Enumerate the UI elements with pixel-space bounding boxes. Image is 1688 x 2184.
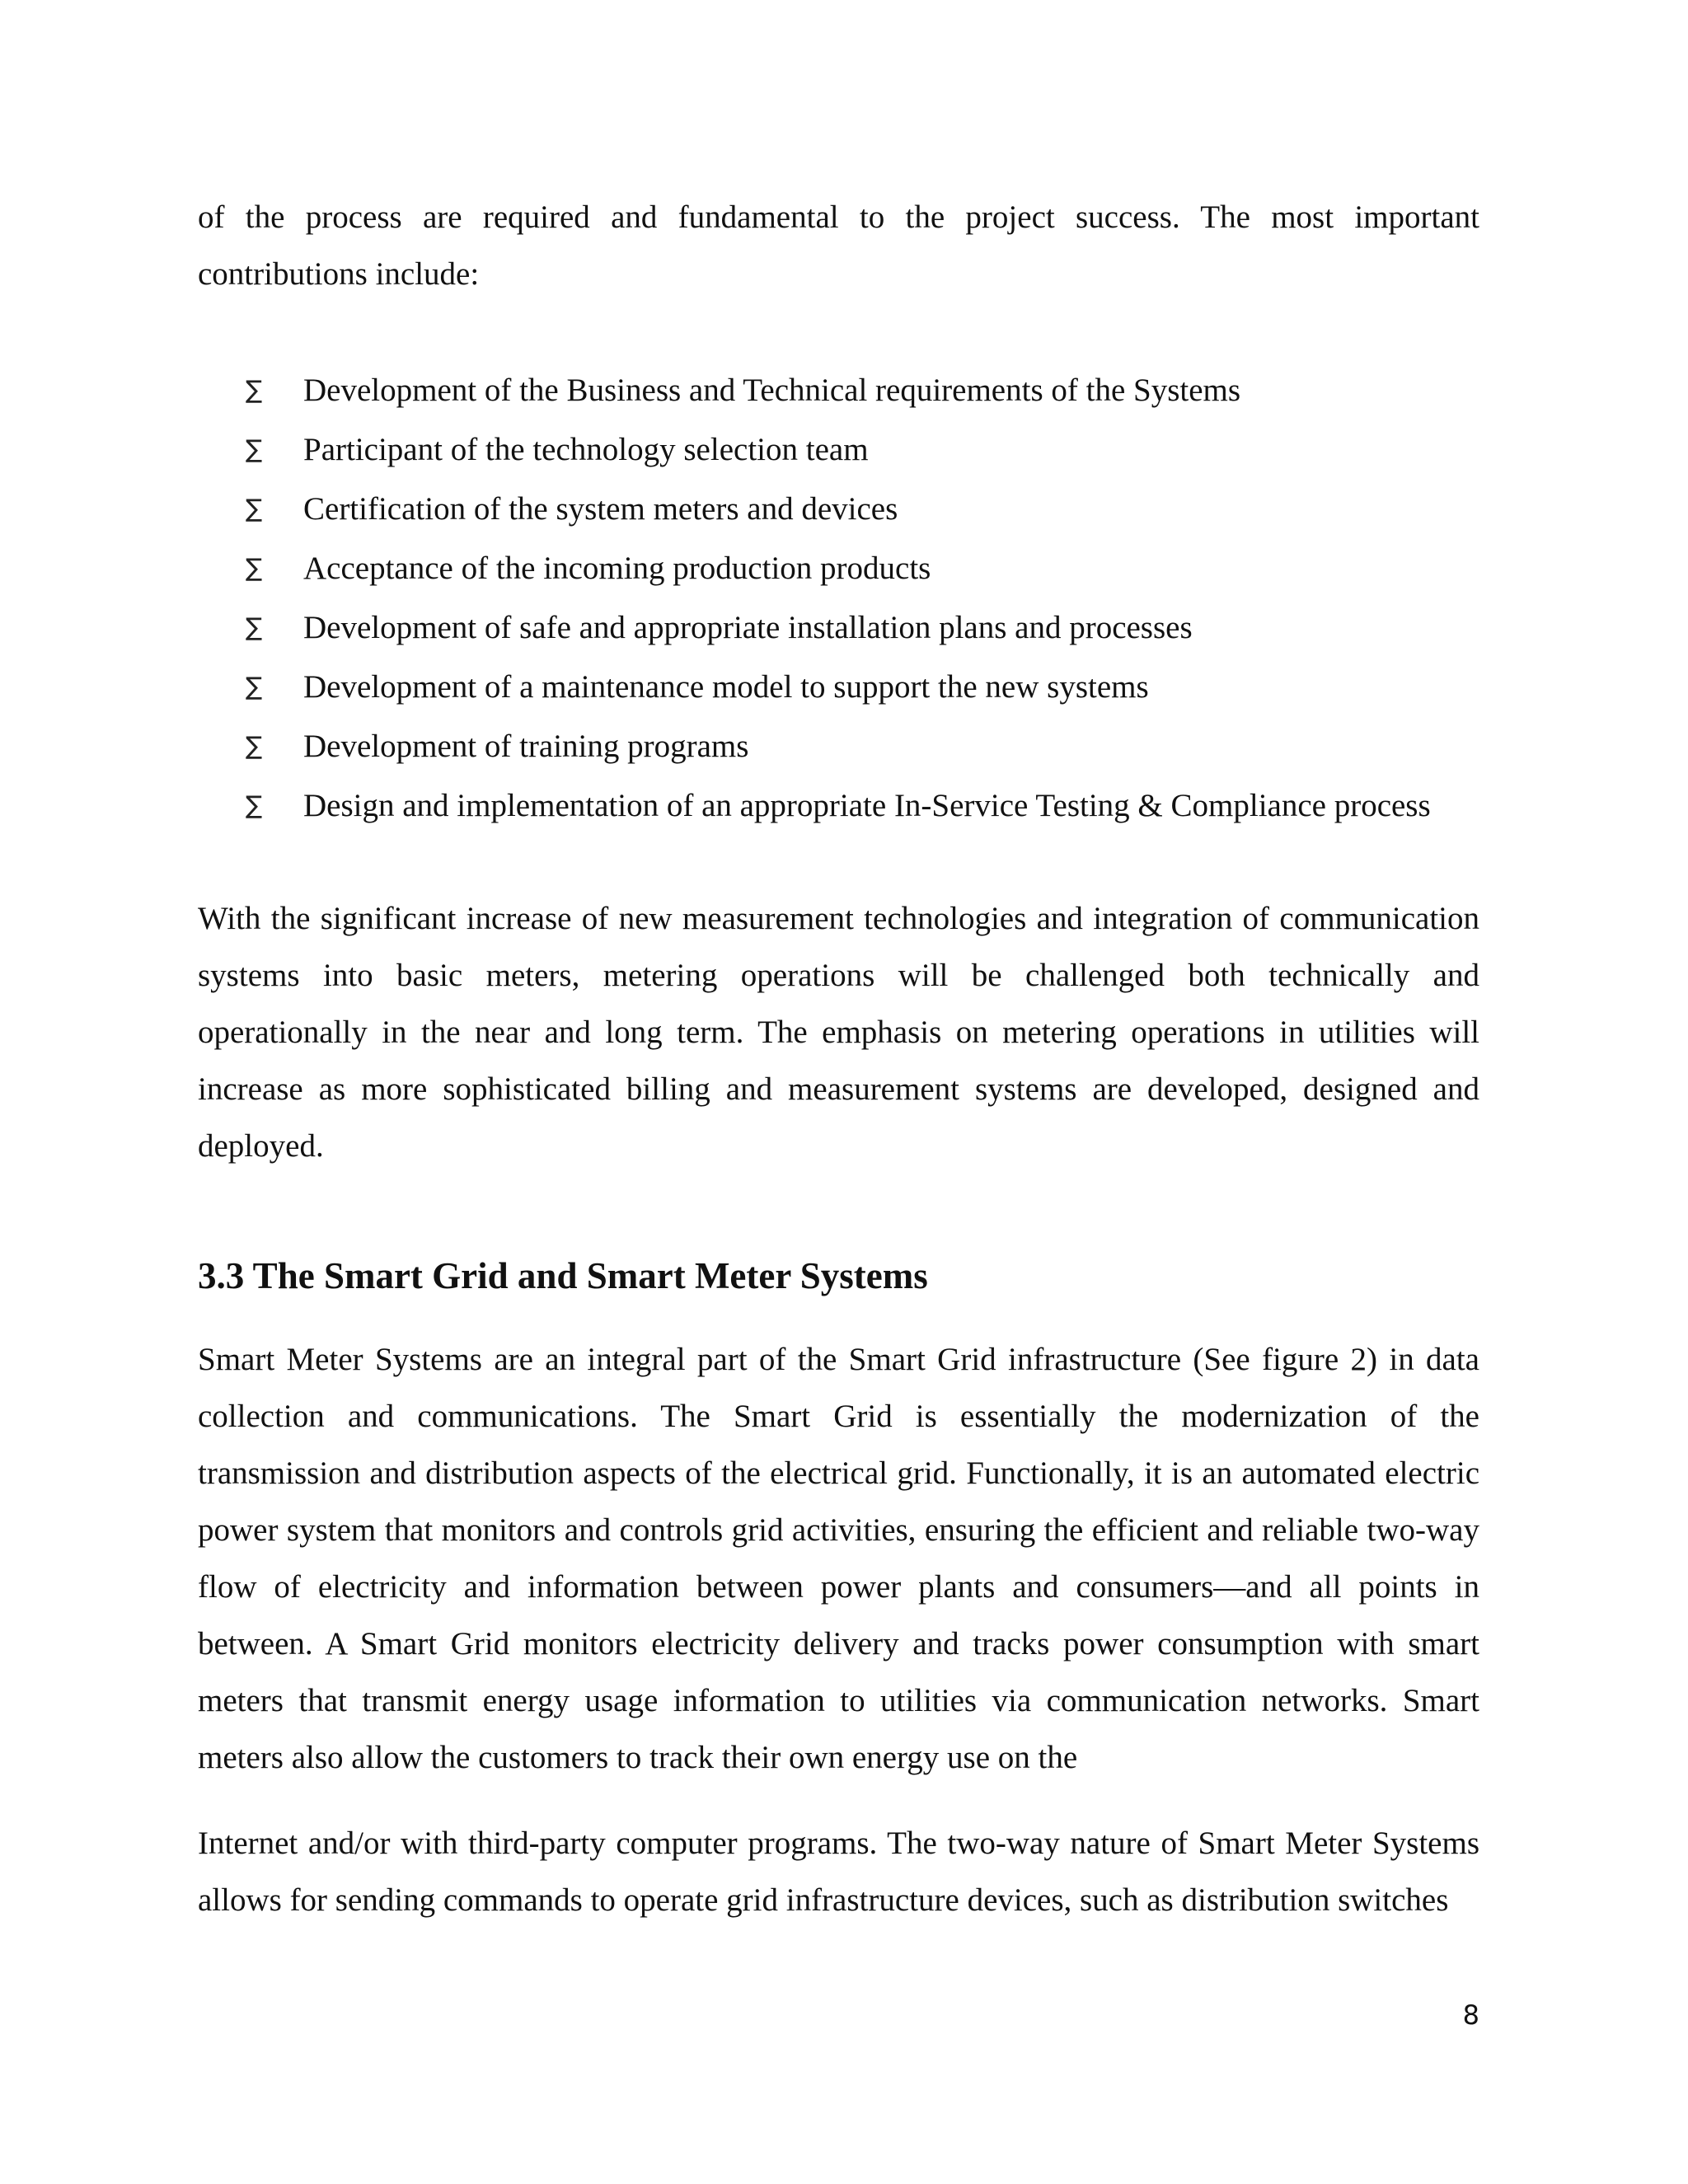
- list-item-text: Development of training programs: [303, 729, 749, 764]
- list-item: [198, 776, 1517, 836]
- list-item-text: Certification of the system meters and devices: [303, 491, 898, 527]
- bullet-sigma-icon: ∑: [246, 673, 263, 701]
- bullet-sigma-icon: ∑: [246, 613, 263, 642]
- list-item: [198, 420, 1517, 480]
- contributions-list: [198, 361, 1517, 836]
- smart-meter-paragraph: Internet and/or with third-party computer programs. The two-way nature of Smart Meter Systems allows for sending commands to operate grid infrastructure devices, such as distribution switches: [198, 1825, 1479, 1918]
- bullet-sigma-icon: ∑: [246, 376, 263, 405]
- intro-paragraph: of the process are required and fundamental to the project success. The most important contributions include:: [198, 199, 1479, 292]
- list-item: [198, 717, 1517, 776]
- bullet-sigma-icon: ∑: [246, 732, 263, 761]
- list-item: [198, 598, 1517, 658]
- list-item: [198, 480, 1517, 539]
- list-item-text: Design and implementation of an appropriate In-Service Testing & Compliance process: [303, 788, 1431, 823]
- list-item-text: Participant of the technology selection team: [303, 432, 869, 467]
- list-item-text: Development of safe and appropriate installation plans and processes: [303, 610, 1193, 645]
- list-item-text: Development of the Business and Technical requirements of the Systems: [303, 373, 1241, 408]
- list-item-text: Development of a maintenance model to support the new systems: [303, 669, 1149, 705]
- list-item: [198, 539, 1517, 598]
- smart-grid-paragraph: Smart Meter Systems are an integral part of the Smart Grid infrastructure (See figure 2) in data collection and communications. The Smart Grid is essentially the modernization of the transmission and distribution aspects of the electrical grid. Functionally, it is an automated electric power system that monitors and controls grid activities, ensuring the efficient and reliable two-way flow of electricity and information between power plants and consumers—and all points in between. A Smart Grid monitors electricity delivery and tracks power consumption with smart meters that transmit energy usage information to utilities via communication networks. Smart meters also allow the customers to track their own energy use on the: [198, 1342, 1479, 1775]
- section-heading: 3.3 The Smart Grid and Smart Meter Systems: [198, 1255, 928, 1296]
- bullet-sigma-icon: ∑: [246, 554, 263, 583]
- list-item-text: Acceptance of the incoming production products: [303, 551, 931, 586]
- list-item: [198, 658, 1517, 717]
- bullet-sigma-icon: ∑: [246, 791, 263, 820]
- page-number: 8: [1462, 1999, 1479, 2031]
- metering-operations-paragraph: With the significant increase of new measurement technologies and integration of communication systems into basic meters, metering operations will be challenged both technically and operationally in the near and long term. The emphasis on metering operations in utilities will increase as more sophisticated billing and measurement systems are developed, designed and deployed.: [198, 901, 1479, 1164]
- bullet-sigma-icon: ∑: [246, 494, 263, 523]
- list-item: [198, 361, 1517, 420]
- bullet-sigma-icon: ∑: [246, 435, 263, 464]
